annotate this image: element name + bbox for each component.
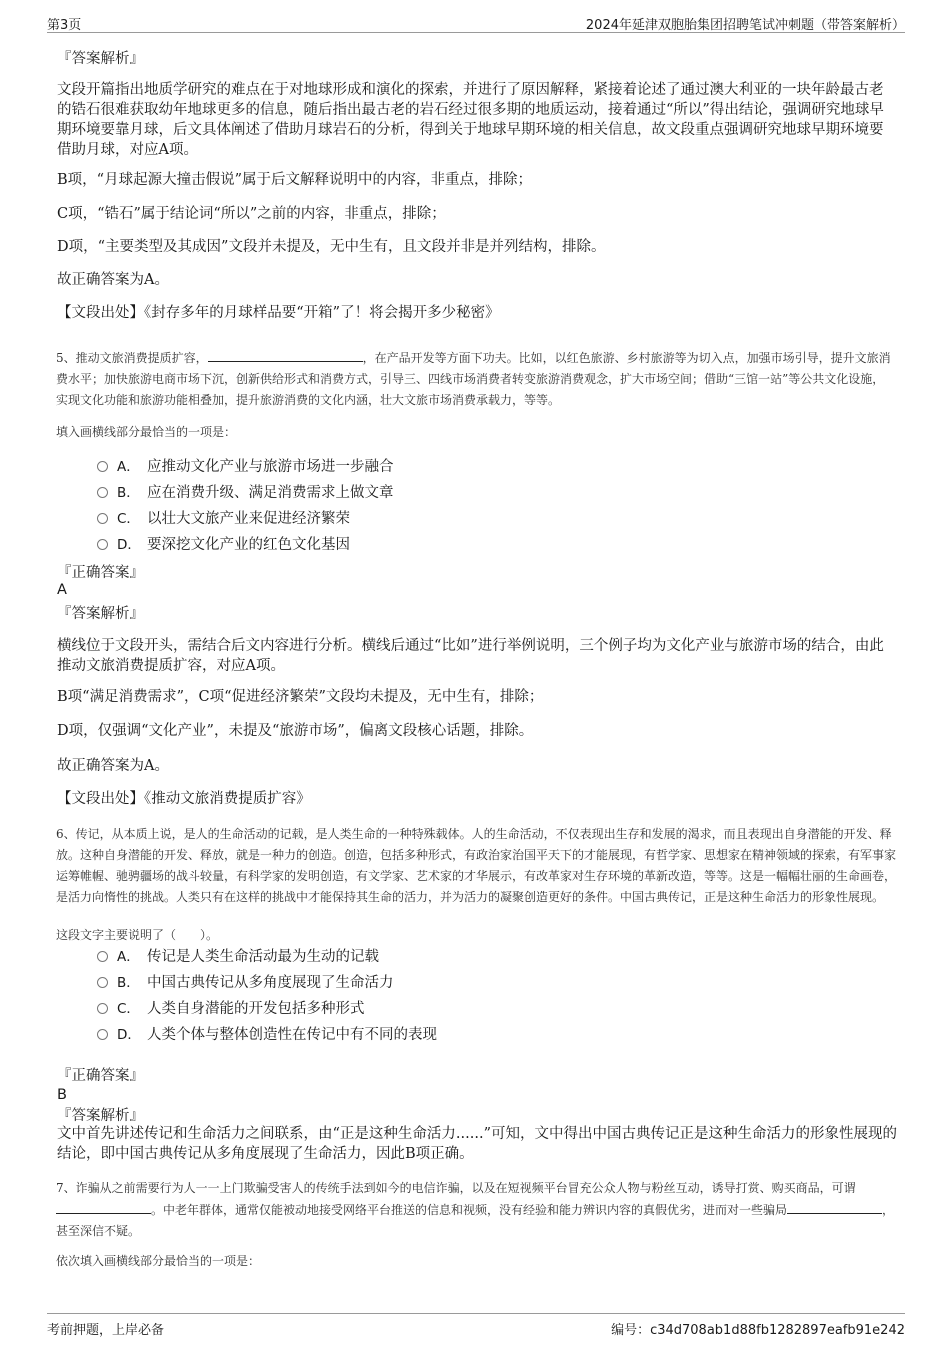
q5-option-b[interactable]: B． 应在消费升级、满足消费需求上做文章 (97, 483, 394, 503)
q5-source: 【文段出处】《推动文旅消费提质扩容》 (57, 791, 311, 807)
q6-analysis-text: 文中首先讲述传记和生命活力之间联系，由“正是这种生命活力......”可知，文中得出中国古典传记正是这种生命活力的形象性展现的结论，即中国古典传记从多角度展现了生命活力，因此B项正确。 (57, 1126, 897, 1162)
radio-icon[interactable] (97, 487, 108, 498)
q5-option-a[interactable]: A． 应推动文化产业与旅游市场进一步融合 (97, 457, 394, 477)
document-title: 2024年延津双胞胎集团招聘笔试冲刺题（带答案解析） (585, 18, 905, 33)
q6-option-b[interactable]: B． 中国古典传记从多角度展现了生命活力 (97, 973, 394, 993)
radio-icon[interactable] (97, 951, 108, 962)
q6-prompt: 这段文字主要说明了（ ）。 (56, 928, 219, 942)
q6-answer-label: 『正确答案』 (57, 1068, 144, 1084)
radio-icon[interactable] (97, 1003, 108, 1014)
q7-question-text: 7、诈骗从之前需要行为人一一上门欺骗受害人的传统手法到如今的电信诈骗，以及在短视频平台冒充公众人物与粉丝互动，诱导打赏、购买商品，可谓。中老年群体，通常仅能被动地接受网络平台推送的信息和视频，没有经验和能力辨识内容的真假优劣，进而对一些骗局 ，甚至深信不疑。 (56, 1181, 895, 1238)
document-id: 编号：c34d708ab1d88fb1282897eafb91e242 (611, 1323, 905, 1338)
q4-option-d-analysis: D项，“主要类型及其成因”文段并未提及，无中生有，且文段并非是并列结构，排除。 (57, 239, 606, 255)
q6-option-a[interactable]: A． 传记是人类生命活动最为生动的记载 (97, 947, 379, 967)
q5-analysis-label: 『答案解析』 (57, 606, 144, 622)
q5-answer-blank (208, 347, 363, 362)
q5-prompt: 填入画横线部分最恰当的一项是： (56, 425, 237, 439)
page-header (47, 12, 905, 33)
q6-option-c[interactable]: C． 人类自身潜能的开发包括多种形式 (97, 999, 365, 1019)
q4-analysis-label: 『答案解析』 (57, 51, 144, 67)
q4-source: 【文段出处】《封存多年的月球样品要“开箱”了！将会揭开多少秘密》 (57, 305, 500, 321)
q7-prompt: 依次填入画横线部分最恰当的一项是： (56, 1254, 261, 1268)
q5-option-bc-analysis: B项“满足消费需求”，C项“促进经济繁荣”文段均未提及，无中生有，排除； (57, 689, 544, 705)
q5-analysis-text: 横线位于文段开头，需结合后文内容进行分析。横线后通过“比如”进行举例说明，三个例子均为文化产业与旅游市场的结合，由此推动文旅消费提质扩容，对应A项。 (57, 638, 884, 674)
q7-blank-2 (787, 1199, 882, 1214)
q5-conclusion: 故正确答案为A。 (57, 758, 169, 774)
q6-option-d[interactable]: D． 人类个体与整体创造性在传记中有不同的表现 (97, 1025, 437, 1045)
q4-conclusion: 故正确答案为A。 (57, 272, 169, 288)
q5-option-c[interactable]: C． 以壮大文旅产业来促进经济繁荣 (97, 509, 350, 529)
q5-option-d[interactable]: D． 要深挖文化产业的红色文化基因 (97, 535, 350, 555)
q6-answer: B (57, 1087, 67, 1103)
radio-icon[interactable] (97, 461, 108, 472)
radio-icon[interactable] (97, 539, 108, 550)
footer-slogan: 考前押题，上岸必备 (47, 1323, 165, 1338)
radio-icon[interactable] (97, 1029, 108, 1040)
q6-question-text: 6、传记，从本质上说，是人的生命活动的记载，是人类生命的一种特殊载体。人的生命活动，不仅表现出生存和发展的渴求，而且表现出自身潜能的开发、释放。这种自身潜能的开发、释放，就是一种力的创造。创造，包括多种形式，有政治家治国平天下的才能展现，有哲学家、思想家在精神领域的探索，有军事家运筹帷幄、驰骋疆场的战斗较量，有科学家的发明创造，有文学家、艺术家的才华展示，有改革家对生存环境的革新改造，等等。这是一幅幅壮丽的生命画卷，是活力向惰性的挑战。人类只有在这样的挑战中才能保持其生命的活力，并为活力的凝聚创造更好的条件。中国古典传记，正是这种生命活力的形象性展现。 (56, 827, 897, 904)
q5-question-text: 5、推动文旅消费提质扩容， ，在产品开发等方面下功夫。比如，以红色旅游、乡村旅游等为切入点，加强市场引导，提升文旅消费水平；加快旅游电商市场下沉，创新供给形式和消费方式，引导三、四线市场消费者转变旅游消费观念，扩大市场空间；借助“三馆一站”等公共文化设施，实现文化功能和旅游功能相叠加，提升旅游消费的文化内涵，壮大文旅市场消费承载力，等等。 (56, 347, 896, 411)
q4-analysis-text: 文段开篇指出地质学研究的难点在于对地球形成和演化的探索，并进行了原因解释，紧接着论述了通过澳大利亚的一块年龄最古老的锆石很难获取幼年地球更多的信息，随后指出最古老的岩石经过很多期的地质运动，接着通过“所以”得出结论，强调研究地球早期环境要靠月球，后文具体阐述了借助月球岩石的分析，得到关于地球早期环境的相关信息，故文段重点强调研究地球早期环境要借助月球，对应A项。 (57, 82, 884, 158)
page-footer (47, 1313, 905, 1336)
q4-option-c-analysis: C项，“锆石”属于结论词“所以”之前的内容，非重点，排除； (57, 206, 446, 222)
page-number: 第3页 (47, 18, 82, 33)
q7-blank-1 (56, 1199, 151, 1214)
q5-answer-label: 『正确答案』 (57, 565, 144, 581)
radio-icon[interactable] (97, 513, 108, 524)
q6-analysis-label: 『答案解析』 (57, 1108, 144, 1124)
q5-option-d-analysis: D项，仅强调“文化产业”，未提及“旅游市场”，偏离文段核心话题，排除。 (57, 723, 534, 739)
q4-option-b-analysis: B项，“月球起源大撞击假说”属于后文解释说明中的内容，非重点，排除； (57, 172, 532, 188)
q5-answer: A (57, 582, 67, 598)
radio-icon[interactable] (97, 977, 108, 988)
